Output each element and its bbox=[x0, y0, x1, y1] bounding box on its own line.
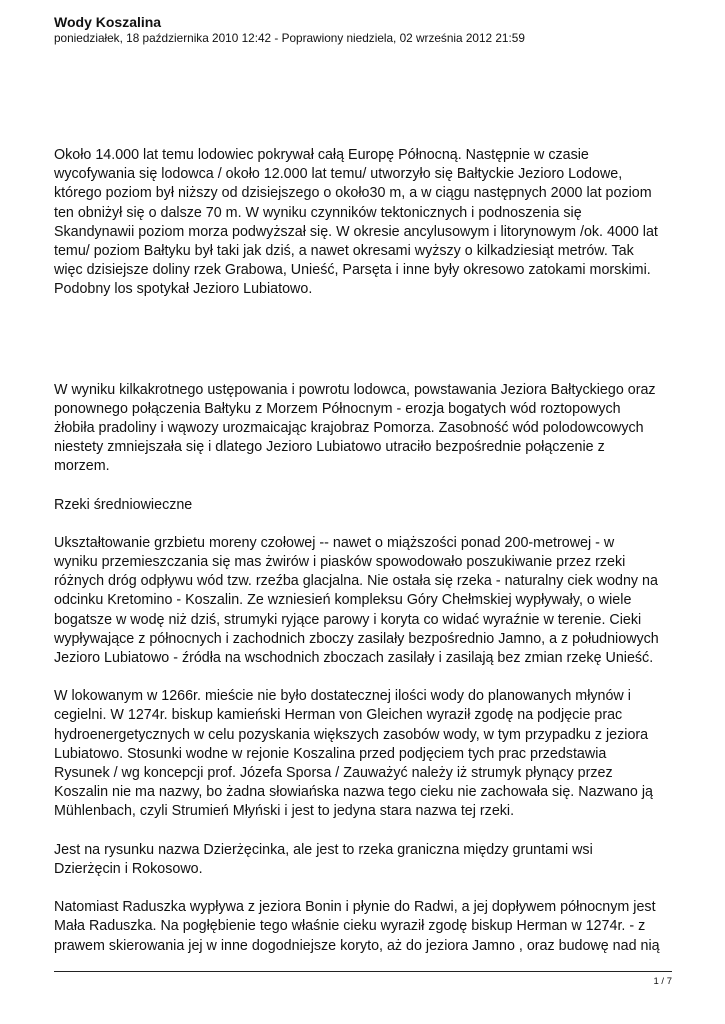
paragraph-ice-age: Około 14.000 lat temu lodowiec pokrywał całą Europę Północną. Następnie w czasie wycofywania się lodowca / około 12.000 lat temu/ utworzyło się Bałtyckie Jezioro Lodowe, którego poziom był niższy od dzisiejszego o około30 m, a w ciągu następnych 2000 lat poziom ten obniżył się o dalsze 70 m. W wyniku czynników tektonicznych i podnoszenia się Skandynawii poziom morza podwyższał się. W okresie ancylusowym i litorynowym /ok. 4000 lat temu/ poziom Bałtyku był taki jak dziś, a nawet okresami wyższy o kilkadziesiąt metrów. Tak więc dzisiejsze doliny rzek Grabowa, Unieść, Parsęta i inne były okresowo zatokami morskimi. Podobny los spotykał Jezioro Lubiatowo. bbox=[54, 147, 658, 298]
paragraph-gap bbox=[54, 477, 676, 496]
paragraph-mills: W lokowanym w 1266r. mieście nie było dostatecznej ilości wody do planowanych młynów i cegielni. W 1274r. biskup kamieński Herman von Gleichen wyraził zgodę na podjęcie prac hydroenergetycznych w celu pozyskania większych zasobów wody, w tym przypadku z jeziora Lubiatowo. Stosunki wodne w rejonie Koszalina przed podjęciem tych prac przedstawia Rysunek / wg koncepcji prof. Józefa Sporsa / Zauważyć należy iż strumyk płynący przez Koszalin nie ma nazwy, bo żadna słowiańska nazwa tego cieku nie zachowała się. Nazwano ją Mühlenbach, czyli Strumień Młyński i jest to jedyna stara nazwa tej rzeki. bbox=[54, 688, 653, 820]
page-number: 1 / 7 bbox=[653, 976, 672, 987]
paragraph-gap bbox=[54, 822, 676, 841]
paragraph-moraine: Ukształtowanie grzbietu moreny czołowej -- nawet o miąższości ponad 200-metrowej - w wyniku przemieszczania się mas żwirów i piasków spowodowało poszukiwanie przez rzeki różnych dróg odpływu wód tzw. rzeźba glacjalna. Nie ostała się rzeka - naturalny ciek wodny na odcinku Kretomino - Koszalin. Ze wzniesień kompleksu Góry Chełmskiej wypływały, o wiele bogatsze w wodę niż dziś, strumyki ryjące parowy i koryta co widać wyraźnie w terenie. Cieki wypływające z północnych i zachodnich zboczy zasilały bezpośrednio Jamno, a z południowych Jezioro Lubiatowo - źródła na wschodnich zboczach zasilały i zasilają bez zmian rzekę Unieść. bbox=[54, 534, 659, 667]
document-title: Wody Koszalina bbox=[54, 14, 162, 30]
section-heading-medieval-rivers: Rzeki średniowieczne bbox=[54, 496, 193, 513]
paragraph-gap bbox=[54, 879, 676, 898]
paragraph-erosion: W wyniku kilkakrotnego ustępowania i powrotu lodowca, powstawania Jeziora Bałtyckiego oraz ponownego połączenia Bałtyku z Morzem Północnym - erozja bogatych wód roztopowych żłobiła pradoliny i wąwozy urozmaicając krajobraz Pomorza. Zasobność wód polodowcowych niestety zmniejszała się i dlatego Jezioro Lubiatowo utraciło bezpośrednie połączenie z morzem. bbox=[54, 381, 656, 475]
footer-divider bbox=[54, 971, 672, 972]
paragraph-raduszka: Natomiast Raduszka wypływa z jeziora Bonin i płynie do Radwi, a jej dopływem północnym jest Mała Raduszka. Na pogłębienie tego właśnie cieku wyraził zgodę biskup Herman w 1274r. - z prawem skierowania jej w inne dogodniejsze koryto, aż do jeziora Jamno , oraz budowę nad nią bbox=[54, 899, 660, 954]
paragraph-dzierzecinka: Jest na rysunku nazwa Dzierżęcinka, ale jest to rzeka graniczna między gruntami wsi Dzierżęcin i Rokosowo. bbox=[54, 841, 593, 877]
document-meta-dates: poniedziałek, 18 października 2010 12:42 - Poprawiony niedziela, 02 września 2012 21:59 bbox=[54, 31, 525, 45]
paragraph-gap bbox=[54, 668, 676, 687]
document-header bbox=[54, 14, 694, 46]
article-body bbox=[54, 146, 676, 956]
blank-space bbox=[54, 300, 676, 381]
paragraph-gap bbox=[54, 515, 676, 534]
